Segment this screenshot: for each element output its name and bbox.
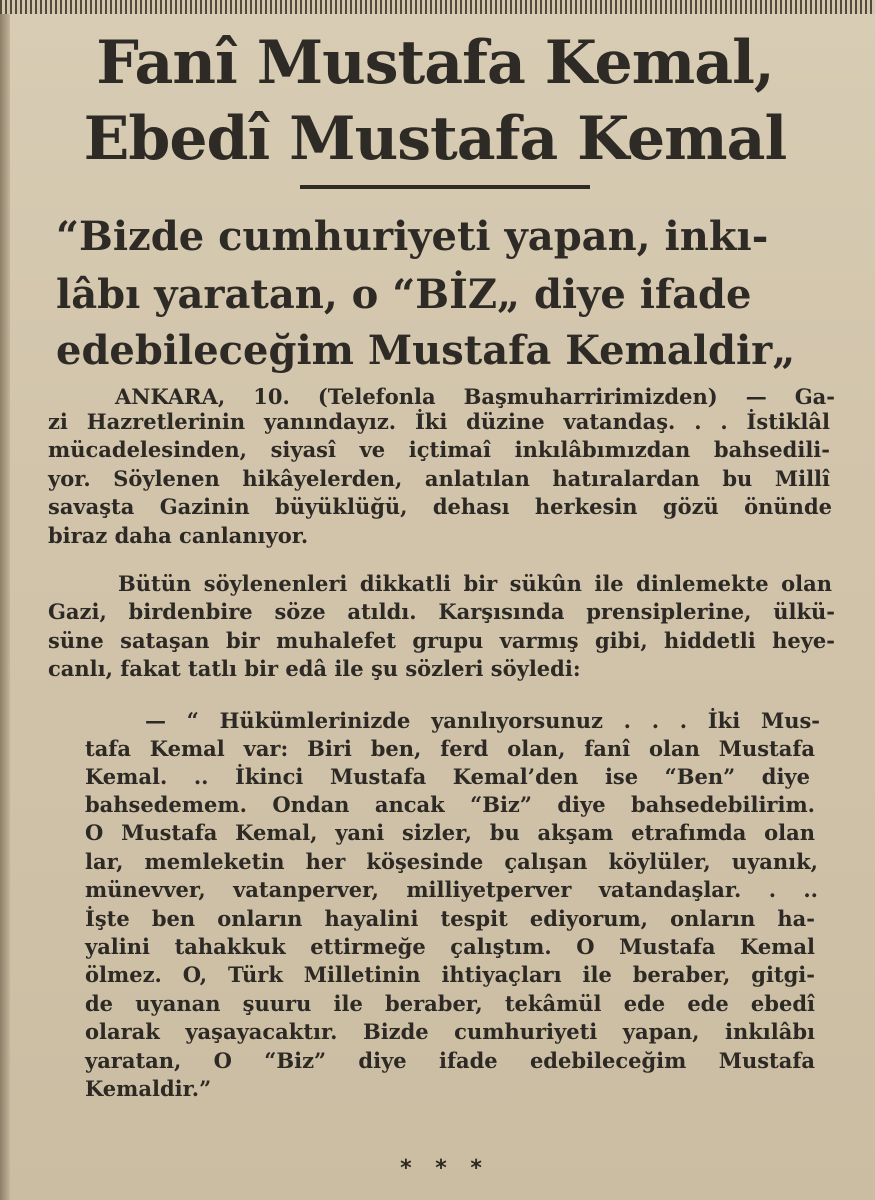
body-line: bahsedemem. Ondan ancak “Biz” diye bahsedebilirim. (85, 792, 815, 817)
body-line: süne sataşan bir muhalefet grupu varmış gibi, hiddetli heye- (48, 628, 835, 653)
body-line: yaratan, O “Biz” diye ifade edebileceğim Mustafa (85, 1048, 815, 1073)
body-line: de uyanan şuuru ile beraber, tekâmül ede ede ebedî (85, 991, 815, 1016)
body-line: ANKARA, 10. (Telefonla Başmuharririmizden) — Ga- (115, 384, 835, 409)
body-line: Bütün söylenenleri dikkatli bir sükûn ile dinlemekte olan (118, 571, 832, 596)
headline-line-2: Ebedî Mustafa Kemal (83, 104, 787, 174)
body-line: — “ Hükümlerinizde yanılıyorsunuz . . . İki Mus- (145, 708, 820, 733)
top-border-rule (0, 0, 875, 14)
body-line: ölmez. O, Türk Milletinin ihtiyaçları ile beraber, gitgi- (85, 962, 815, 987)
end-mark: * * * (400, 1156, 490, 1181)
body-line: Kemal. .. İkinci Mustafa Kemal’den ise “Ben” diye (85, 764, 810, 789)
body-line: O Mustafa Kemal, yani sizler, bu akşam etrafımda olan (85, 820, 815, 845)
body-line: olarak yaşayacaktır. Bizde cumhuriyeti yapan, inkılâbı (85, 1019, 815, 1044)
body-line: münevver, vatanperver, milliyetperver vatandaşlar. . .. (85, 877, 818, 902)
page-left-edge (0, 14, 10, 1200)
body-line: biraz daha canlanıyor. (48, 523, 309, 548)
headline-line-1: Fanî Mustafa Kemal, (96, 28, 774, 98)
body-line: mücadelesinden, siyasî ve içtimaî inkılâbımızdan bahsedili- (48, 437, 830, 462)
body-line: tafa Kemal var: Biri ben, ferd olan, fanî olan Mustafa (85, 736, 815, 761)
body-line: yalini tahakkuk ettirmeğe çalıştım. O Mustafa Kemal (85, 934, 815, 959)
subheadline-line-3: edebileceğim Mustafa Kemaldir„ (56, 327, 796, 374)
body-line: yor. Söylenen hikâyelerden, anlatılan hatıralardan bu Millî (48, 466, 830, 491)
body-line: zi Hazretlerinin yanındayız. İki düzine vatandaş. . . İstiklâl (48, 409, 830, 434)
body-line: İşte ben onların hayalini tespit ediyorum, onların ha- (85, 906, 815, 931)
body-line: Kemaldir.” (85, 1076, 212, 1101)
body-line: Gazi, birdenbire söze atıldı. Karşısında prensiplerine, ülkü- (48, 599, 835, 624)
subheadline-line-2: lâbı yaratan, o “BİZ„ diye ifade (56, 271, 752, 318)
body-line: canlı, fakat tatlı bir edâ ile şu sözleri söyledi: (48, 656, 581, 681)
body-line: lar, memleketin her köşesinde çalışan köylüler, uyanık, (85, 849, 818, 874)
subheadline-line-1: “Bizde cumhuriyeti yapan, inkı- (56, 213, 769, 260)
headline-divider (300, 185, 590, 189)
body-line: savaşta Gazinin büyüklüğü, dehası herkesin gözü önünde (48, 494, 832, 519)
